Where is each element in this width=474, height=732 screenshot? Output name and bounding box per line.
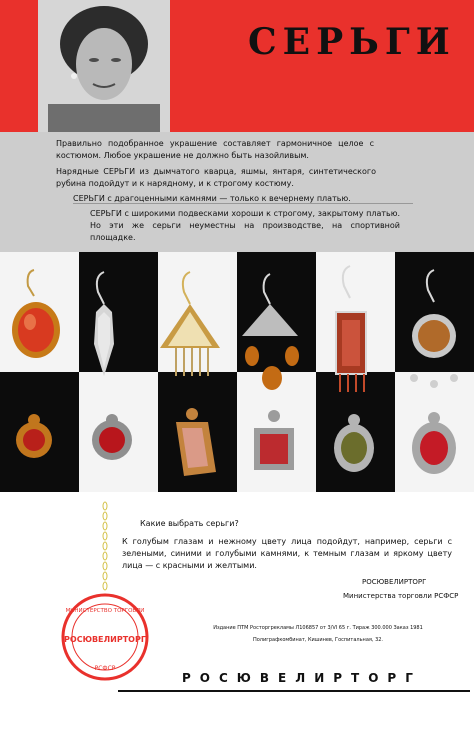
- earrings-illustrations: [0, 252, 474, 492]
- emblem-bottom-text: РСФСР: [94, 665, 116, 672]
- woman-portrait: [38, 0, 170, 132]
- rosyuvelirtorg-emblem: [60, 592, 150, 682]
- imprint-line-2: Полиграфкомбинат, Кишинев, Госпитальная, 32.: [252, 637, 384, 643]
- emblem-middle-text: РОСЮВЕЛИРТОРГ: [64, 635, 146, 644]
- footer-rule: [118, 690, 470, 692]
- imprint: [188, 622, 448, 646]
- emblem-top-text: МИНИСТЕРСТВО ТОРГОВЛИ: [65, 608, 145, 614]
- imprint-line-1: Издание ПТМ Росторгрекламы Л106857 от 3/VI 65 г. Тираж 300.000 Заказ 1981: [213, 625, 423, 631]
- chain-icon: [102, 500, 108, 596]
- footer-brand: РОСЮВЕЛИРТОРГ: [182, 671, 422, 685]
- intro-paragraph-1: Правильно подобранное украшение составляет гармоничное целое с костюмом. Любое украшение не должно быть назойливым.: [56, 139, 374, 160]
- intro-paragraph-3: СЕРЬГИ с драгоценными камнями — только к вечернему платью.: [73, 194, 351, 203]
- page-title: СЕРЬГИ: [248, 21, 456, 63]
- intro-paragraph-4: СЕРЬГИ с широкими подвесками хороши к строгому, закрытому платью. Но эти же серьги неуместны на производстве, на спортивной площадке.: [90, 209, 400, 242]
- signature-ministry: Министерства торговли РСФСР: [343, 592, 459, 600]
- question-text: К голубым глазам и нежному цвету лица подойдут, например, серьги с зелеными, синими и голубыми камнями, к темным глазам и яркому цвету лица — с красными и желтыми.: [122, 537, 452, 570]
- signature-org: РОСЮВЕЛИРТОРГ: [362, 578, 427, 586]
- earrings-gallery: [0, 252, 474, 492]
- question-title: Какие выбрать серьги?: [140, 519, 239, 528]
- intro-paragraph-2: Нарядные СЕРЬГИ из дымчатого кварца, яшмы, янтаря, синтетического рубина подойдут и к нарядному, и к строгому костюму.: [56, 167, 376, 188]
